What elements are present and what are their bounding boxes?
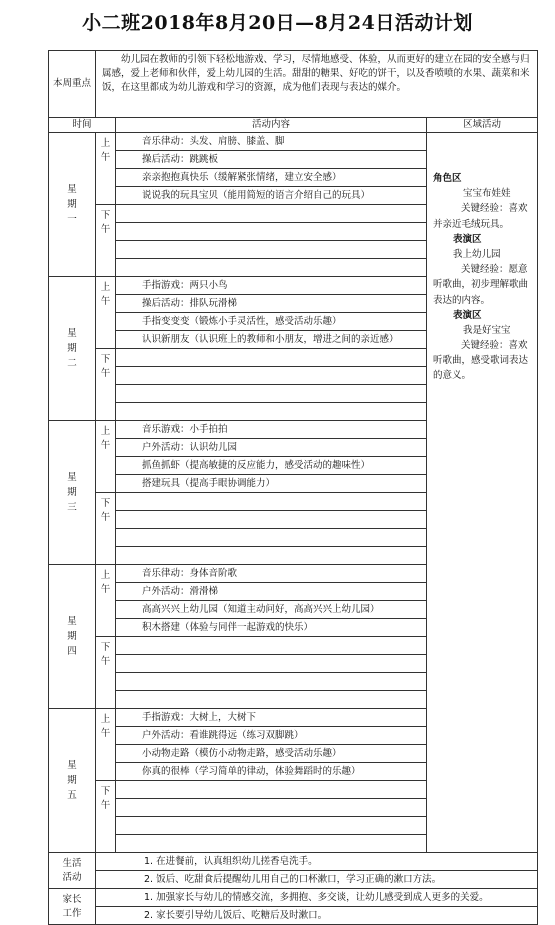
- header-area: 区域活动: [427, 118, 538, 133]
- day-char: 期: [67, 774, 77, 786]
- empty-slot: [116, 223, 427, 241]
- pm-label: [96, 493, 116, 565]
- am-text: 上午: [100, 426, 111, 452]
- area-zone-exp: 关键经验：喜欢并亲近毛绒玩具。: [433, 203, 528, 230]
- empty-slot: [116, 259, 427, 277]
- life-row: [49, 853, 538, 871]
- area-zone-exp: 关键经验：愿意听歌曲，初步理解歌曲表达的内容。: [433, 264, 529, 306]
- am-text: 上午: [100, 138, 111, 164]
- parent-item: 1. 加强家长与幼儿的情感交流，多拥抱、多交谈，让幼儿感受到成人更多的关爱。: [96, 889, 538, 907]
- activity: 积木搭建（体验与同伴一起游戏的快乐）: [116, 619, 427, 637]
- activity: 搭建玩具（提高手眼协调能力）: [116, 475, 427, 493]
- parent-row: [49, 889, 538, 907]
- parent-label-text: 家长: [62, 893, 82, 905]
- empty-slot: [116, 655, 427, 673]
- pm-text: 下午: [100, 354, 111, 380]
- day-row: [49, 133, 538, 151]
- empty-slot: [116, 511, 427, 529]
- activity: 户外活动：滑滑梯: [116, 583, 427, 601]
- pm-label: [96, 781, 116, 853]
- life-label: [49, 853, 96, 889]
- activity: 户外活动：看谁跳得远（练习双脚跳）: [116, 727, 427, 745]
- area-zone-exp: 关键经验：喜欢听歌曲，感受歌词表达的意义。: [433, 340, 529, 382]
- day-char: 星: [67, 471, 77, 483]
- day-char: 二: [67, 358, 77, 370]
- focus-row: [49, 51, 538, 118]
- empty-slot: [116, 493, 427, 511]
- empty-slot: [116, 385, 427, 403]
- area-activities: [427, 133, 538, 853]
- header-content: 活动内容: [116, 118, 427, 133]
- empty-slot: [116, 781, 427, 799]
- empty-slot: [116, 349, 427, 367]
- empty-slot: [116, 205, 427, 223]
- activity: 音乐游戏：小手拍拍: [116, 421, 427, 439]
- page-title: 小二班2018年8月20日—8月24日活动计划: [82, 12, 473, 34]
- day-char: 星: [67, 327, 77, 339]
- focus-label-text: 本周重点: [52, 78, 91, 90]
- day-label-5: [49, 709, 96, 853]
- day-char: 期: [67, 486, 77, 498]
- area-zone-name: 宝宝布娃娃: [463, 188, 511, 200]
- activity: 音乐律动：身体音阶歌: [116, 565, 427, 583]
- activity: 抓鱼抓虾（提高敏捷的反应能力，感受活动的趣味性）: [116, 457, 427, 475]
- focus-label: [49, 51, 96, 118]
- pm-text: 下午: [100, 786, 111, 812]
- day-label-3: [49, 421, 96, 565]
- empty-slot: [116, 673, 427, 691]
- activity: 手指变变变（锻炼小手灵活性，感受活动乐趣）: [116, 313, 427, 331]
- empty-slot: [116, 691, 427, 709]
- focus-text: [96, 51, 538, 118]
- day-label-1: [49, 133, 96, 277]
- pm-label: [96, 205, 116, 277]
- area-zone-title: 表演区: [453, 233, 482, 245]
- empty-slot: [116, 799, 427, 817]
- life-label-text: 生活: [62, 857, 82, 869]
- day-char: 星: [67, 183, 77, 195]
- empty-slot: [116, 529, 427, 547]
- parent-label-text: 工作: [62, 907, 82, 919]
- empty-slot: [116, 367, 427, 385]
- empty-slot: [116, 547, 427, 565]
- area-zone-name: 我是好宝宝: [463, 324, 511, 336]
- activity: 说说我的玩具宝贝（能用简短的语言介绍自己的玩具）: [116, 187, 427, 205]
- header-time: 时间: [49, 118, 116, 133]
- pm-text: 下午: [100, 210, 111, 236]
- parent-item: 2. 家长要引导幼儿饭后、吃糖后及时漱口。: [96, 907, 538, 925]
- am-text: 上午: [100, 282, 111, 308]
- pm-label: [96, 637, 116, 709]
- pm-text: 下午: [100, 642, 111, 668]
- day-char: 一: [67, 214, 77, 226]
- am-label: [96, 277, 116, 349]
- empty-slot: [116, 637, 427, 655]
- activity: 手指游戏：大树上，大树下: [116, 709, 427, 727]
- area-zone-name: 我上幼儿园: [453, 248, 501, 260]
- header-row: [49, 118, 538, 133]
- life-label-text: 活动: [62, 871, 82, 883]
- life-item: 2. 饭后、吃甜食后提醒幼儿用自己的口杯漱口，学习正确的漱口方法。: [96, 871, 538, 889]
- area-zone-title: 表演区: [453, 309, 482, 321]
- am-label: [96, 565, 116, 637]
- plan-table: [48, 50, 538, 925]
- area-zone-title: 角色区: [433, 173, 462, 184]
- life-item: 1. 在进餐前，认真组织幼儿搓香皂洗手。: [96, 853, 538, 871]
- activity: 认识新朋友（认识班上的教师和小朋友，增进之间的亲近感）: [116, 331, 427, 349]
- activity: 你真的很棒（学习简单的律动，体验舞蹈时的乐趣）: [116, 763, 427, 781]
- day-label-2: [49, 277, 96, 421]
- activity: 小动物走路（模仿小动物走路，感受活动乐趣）: [116, 745, 427, 763]
- activity: 手指游戏：两只小鸟: [116, 277, 427, 295]
- day-char: 期: [67, 342, 77, 354]
- activity: 高高兴兴上幼儿园（知道主动问好，高高兴兴上幼儿园）: [116, 601, 427, 619]
- activity: 户外活动：认识幼儿园: [116, 439, 427, 457]
- empty-slot: [116, 835, 427, 853]
- am-text: 上午: [100, 714, 111, 740]
- day-char: 三: [67, 502, 77, 514]
- day-char: 星: [67, 759, 77, 771]
- day-char: 四: [67, 646, 77, 658]
- am-label: [96, 133, 116, 205]
- activity: 操后活动：排队玩滑梯: [116, 295, 427, 313]
- empty-slot: [116, 241, 427, 259]
- am-label: [96, 709, 116, 781]
- empty-slot: [116, 817, 427, 835]
- am-label: [96, 421, 116, 493]
- focus-text-content: 幼儿园在教师的引领下轻松地游戏、学习，尽情地感受、体验，从而更好的建立在园的安全感与归属感，爱上老师和伙伴，爱上幼儿园的生活。甜甜的糖果、好吃的饼干，以及香喷喷的水果、蔬菜和米饭，在这里都成为幼儿游戏和学习的资源，成为他们表现与表达的媒介。: [102, 54, 530, 93]
- day-label-4: [49, 565, 96, 709]
- day-char: 期: [67, 630, 77, 642]
- day-char: 五: [67, 790, 77, 802]
- activity: 操后活动：跳跳板: [116, 151, 427, 169]
- parent-label: [49, 889, 96, 925]
- pm-label: [96, 349, 116, 421]
- day-char: 星: [67, 615, 77, 627]
- day-char: 期: [67, 198, 77, 210]
- am-text: 上午: [100, 570, 111, 596]
- activity: 亲亲抱抱真快乐（缓解紧张情绪，建立安全感）: [116, 169, 427, 187]
- activity: 音乐律动：头发、肩膀、膝盖、脚: [116, 133, 427, 151]
- pm-text: 下午: [100, 498, 111, 524]
- empty-slot: [116, 403, 427, 421]
